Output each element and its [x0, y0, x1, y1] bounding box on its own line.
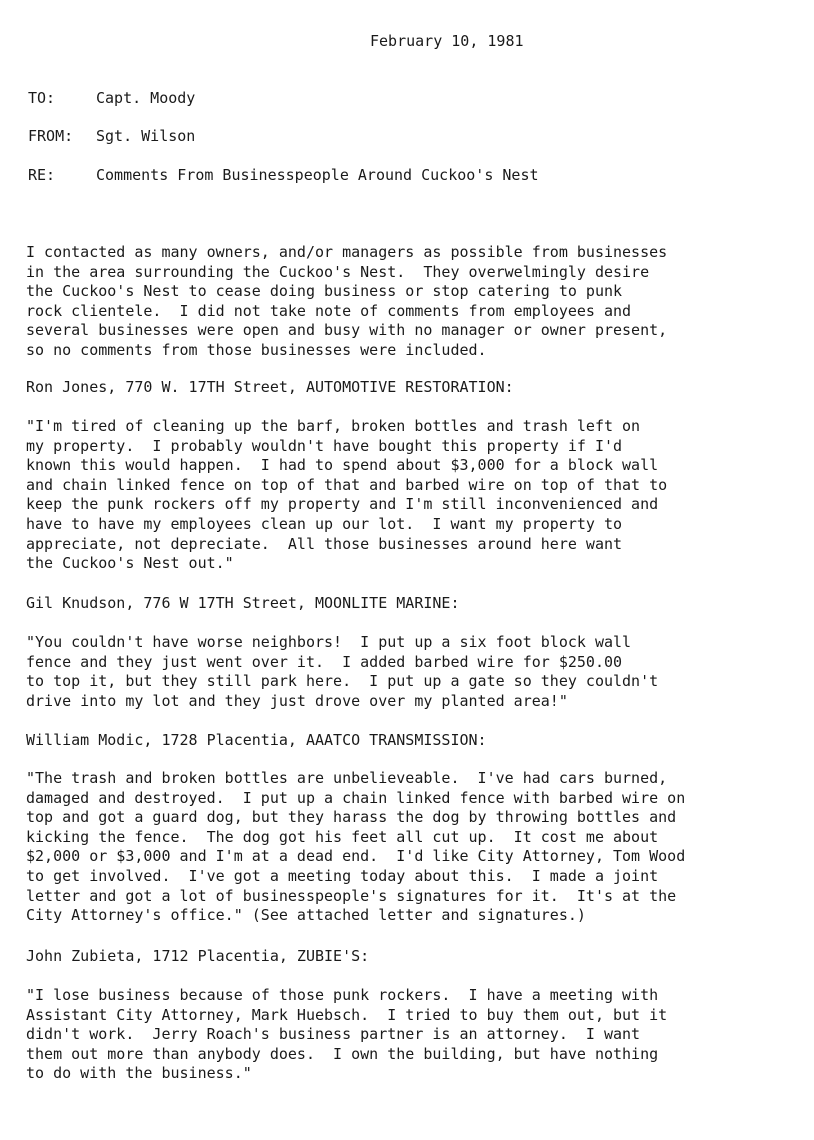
quote-line: them out more than anybody does. I own the building, but have nothing — [26, 1044, 659, 1063]
quote-line: my property. I probably wouldn't have bought this property if I'd — [26, 436, 623, 455]
quote-line: to do with the business." — [26, 1064, 252, 1083]
quote-line: Assistant City Attorney, Mark Huebsch. I tried to buy them out, but it — [26, 1005, 668, 1024]
entry-quote-john-zubieta — [26, 986, 806, 1084]
entry-heading-ron-jones: Ron Jones, 770 W. 17TH Street, AUTOMOTIVE RESTORATION: — [26, 378, 514, 396]
intro-paragraph — [26, 243, 806, 361]
intro-line: in the area surrounding the Cuckoo's Nest. They overwelmingly desire — [26, 262, 650, 281]
quote-line: to get involved. I've got a meeting today about this. I made a joint — [26, 866, 659, 885]
entry-heading-john-zubieta: John Zubieta, 1712 Placentia, ZUBIE'S: — [26, 947, 370, 965]
quote-line: $2,000 or $3,000 and I'm at a dead end. I'd like City Attorney, Tom Wood — [26, 847, 686, 866]
quote-line: didn't work. Jerry Roach's business partner is an attorney. I want — [26, 1025, 641, 1044]
entry-quote-ron-jones — [26, 417, 806, 574]
entry-heading-william-modic: William Modic, 1728 Placentia, AAATCO TRANSMISSION: — [26, 731, 487, 749]
quote-line: damaged and destroyed. I put up a chain linked fence with barbed wire on — [26, 788, 686, 807]
re-line — [28, 166, 539, 184]
re-value: Comments From Businesspeople Around Cuckoo's Nest — [96, 166, 539, 184]
intro-line: so no comments from those businesses were included. — [26, 340, 487, 359]
intro-line: I contacted as many owners, and/or managers as possible from businesses — [26, 243, 668, 261]
quote-line: top and got a guard dog, but they harass the dog by throwing bottles and — [26, 808, 677, 827]
from-value: Sgt. Wilson — [96, 127, 196, 145]
quote-line: fence and they just went over it. I added barbed wire for $250.00 — [26, 652, 623, 671]
intro-line: the Cuckoo's Nest to cease doing business or stop catering to punk — [26, 282, 623, 301]
quote-line: to top it, but they still park here. I put up a gate so they couldn't — [26, 672, 659, 691]
quote-line: have to have my employees clean up our lot. I want my property to — [26, 514, 623, 533]
quote-line: keep the punk rockers off my property and I'm still inconvenienced and — [26, 495, 659, 514]
to-label: TO: — [28, 89, 56, 107]
quote-line: appreciate, not depreciate. All those businesses around here want — [26, 534, 623, 553]
from-label: FROM: — [28, 127, 74, 145]
from-line — [28, 127, 195, 145]
memo-date: February 10, 1981 — [370, 32, 524, 50]
quote-line: "I lose business because of those punk rockers. I have a meeting with — [26, 986, 659, 1004]
quote-line: drive into my lot and they just drove over my planted area!" — [26, 691, 568, 710]
quote-line: City Attorney's office." (See attached letter and signatures.) — [26, 906, 586, 925]
quote-line: the Cuckoo's Nest out." — [26, 554, 234, 573]
to-line — [28, 89, 195, 107]
entry-heading-gil-knudson: Gil Knudson, 776 W 17TH Street, MOONLITE MARINE: — [26, 594, 460, 612]
quote-line: and chain linked fence on top of that and barbed wire on top of that to — [26, 475, 668, 494]
quote-line: letter and got a lot of businesspeople's signatures for it. It's at the — [26, 886, 677, 905]
quote-line: "You couldn't have worse neighbors! I put up a six foot block wall — [26, 633, 632, 651]
entry-quote-gil-knudson — [26, 633, 806, 711]
intro-line: rock clientele. I did not take note of comments from employees and — [26, 301, 632, 320]
to-value: Capt. Moody — [96, 89, 196, 107]
re-label: RE: — [28, 166, 56, 184]
quote-line: "I'm tired of cleaning up the barf, broken bottles and trash left on — [26, 417, 641, 435]
quote-line: "The trash and broken bottles are unbelieveable. I've had cars burned, — [26, 769, 668, 787]
quote-line: kicking the fence. The dog got his feet all cut up. It cost me about — [26, 827, 659, 846]
intro-line: several businesses were open and busy with no manager or owner present, — [26, 321, 668, 340]
entry-quote-william-modic — [26, 769, 806, 926]
quote-line: known this would happen. I had to spend about $3,000 for a block wall — [26, 456, 659, 475]
